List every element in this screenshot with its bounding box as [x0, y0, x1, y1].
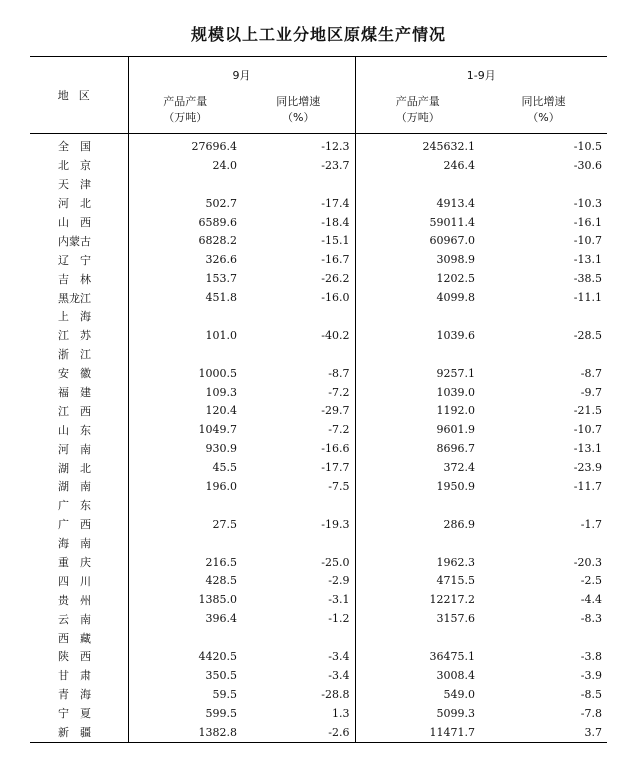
ytd-output-cell: 3157.6	[436, 612, 475, 626]
period-ytd-header: 1-9月	[355, 57, 607, 94]
ytd-growth-cell	[480, 345, 607, 364]
month-output-unit: （万吨）	[163, 111, 208, 124]
month-output-cell: 1382.8	[128, 723, 242, 742]
month-growth-cell: -40.2	[242, 326, 355, 345]
month-output-cell: 120.4	[205, 404, 237, 418]
region-cell: 山 东	[30, 420, 128, 439]
ytd-growth-cell: -23.9	[573, 461, 602, 475]
ytd-output-cell	[355, 307, 480, 326]
ytd-growth-cell: -30.6	[573, 158, 602, 172]
ytd-growth-cell: -10.5	[573, 139, 602, 153]
table-row	[30, 458, 607, 477]
month-growth-cell: -23.7	[242, 156, 355, 175]
month-growth-cell: -12.3	[242, 134, 355, 156]
month-growth-cell: -15.1	[242, 231, 355, 250]
table-row	[30, 420, 607, 439]
month-growth-cell	[242, 175, 355, 194]
table-row	[30, 704, 607, 723]
region-cell: 江 西	[30, 401, 128, 420]
ytd-output-cell: 246.4	[443, 158, 475, 172]
ytd-growth-cell	[480, 307, 607, 326]
ytd-growth-cell: -3.8	[580, 649, 602, 663]
month-growth-cell: -3.4	[242, 666, 355, 685]
month-growth-cell: -7.5	[242, 477, 355, 496]
month-growth-cell: -8.7	[242, 364, 355, 383]
ytd-growth-header	[480, 93, 607, 134]
region-header: 地区	[30, 57, 128, 134]
ytd-growth-cell: -20.3	[573, 555, 602, 569]
region-cell: 广 东	[30, 496, 128, 515]
ytd-growth-cell: -9.7	[580, 385, 602, 399]
month-output-cell: 4420.5	[198, 649, 237, 663]
table-row	[30, 515, 607, 534]
region-cell: 河 南	[30, 439, 128, 458]
ytd-growth-cell: -16.1	[573, 215, 602, 229]
month-output-cell: 599.5	[205, 706, 237, 720]
region-cell: 江 苏	[30, 326, 128, 345]
month-output-cell: 350.5	[205, 668, 237, 682]
ytd-growth-cell	[480, 175, 607, 194]
month-output-cell: 196.0	[205, 479, 237, 493]
table-row	[30, 345, 607, 364]
ytd-growth-cell: -38.5	[573, 272, 602, 286]
table-row	[30, 213, 607, 232]
table-row	[30, 231, 607, 250]
table-body	[30, 134, 607, 743]
ytd-output-cell: 245632.1	[422, 139, 475, 153]
ytd-growth-label: 同比增速	[521, 95, 566, 108]
ytd-growth-cell: -7.8	[580, 706, 602, 720]
month-output-cell: 101.0	[205, 328, 237, 342]
month-growth-cell: -16.7	[242, 250, 355, 269]
ytd-growth-cell: -8.3	[580, 612, 602, 626]
table-row	[30, 609, 607, 628]
table-row	[30, 590, 607, 609]
ytd-output-cell: 11471.7	[355, 723, 480, 742]
table-row	[30, 496, 607, 515]
table-row	[30, 364, 607, 383]
region-cell: 安 徽	[30, 364, 128, 383]
region-cell: 全 国	[30, 134, 128, 156]
ytd-output-cell: 9601.9	[436, 423, 475, 437]
region-cell: 广 西	[30, 515, 128, 534]
ytd-output-cell: 5099.3	[436, 706, 475, 720]
ytd-output-cell: 4715.5	[436, 574, 475, 588]
ytd-output-cell: 36475.1	[429, 649, 475, 663]
month-growth-label: 同比增速	[276, 95, 321, 108]
month-growth-cell	[242, 496, 355, 515]
ytd-output-cell	[355, 534, 480, 553]
ytd-output-unit: （万吨）	[395, 111, 440, 124]
month-output-cell: 930.9	[205, 442, 237, 456]
ytd-output-cell: 1950.9	[436, 479, 475, 493]
month-growth-cell: -2.6	[242, 723, 355, 742]
month-growth-cell: -16.6	[242, 439, 355, 458]
ytd-output-cell	[355, 628, 480, 647]
page-title: 规模以上工业分地区原煤生产情况	[190, 25, 446, 44]
region-cell: 山 西	[30, 213, 128, 232]
month-growth-cell: 1.3	[242, 704, 355, 723]
month-output-cell: 428.5	[205, 574, 237, 588]
region-cell: 四 川	[30, 571, 128, 590]
ytd-growth-cell: -10.7	[573, 234, 602, 248]
month-output-cell: 1385.0	[198, 593, 237, 607]
table-row	[30, 401, 607, 420]
month-output-cell	[128, 496, 242, 515]
month-output-cell: 59.5	[212, 687, 237, 701]
region-cell: 辽 宁	[30, 250, 128, 269]
region-cell: 福 建	[30, 383, 128, 402]
region-cell: 天 津	[30, 175, 128, 194]
table-row	[30, 326, 607, 345]
period-month-header: 9月	[128, 57, 355, 94]
ytd-output-cell: 1192.0	[436, 404, 475, 418]
month-growth-cell: -3.1	[242, 590, 355, 609]
table-row	[30, 666, 607, 685]
ytd-output-cell: 59011.4	[429, 215, 475, 229]
table-row	[30, 194, 607, 213]
ytd-output-header	[355, 93, 480, 134]
ytd-growth-cell: -2.5	[580, 574, 602, 588]
month-growth-cell: -17.4	[242, 194, 355, 213]
region-cell: 宁 夏	[30, 704, 128, 723]
month-growth-cell: -18.4	[242, 213, 355, 232]
month-growth-cell: -29.7	[242, 401, 355, 420]
ytd-growth-cell	[480, 628, 607, 647]
table-row	[30, 628, 607, 647]
ytd-growth-cell: -1.7	[580, 517, 602, 531]
month-growth-unit: （%）	[282, 111, 315, 124]
month-growth-cell	[242, 534, 355, 553]
region-cell: 贵 州	[30, 590, 128, 609]
month-growth-cell: -2.9	[242, 571, 355, 590]
table-row	[30, 534, 607, 553]
ytd-growth-cell: -13.1	[573, 253, 602, 267]
table-row	[30, 156, 607, 175]
table-row	[30, 439, 607, 458]
ytd-growth-cell: -10.3	[573, 196, 602, 210]
region-cell: 新 疆	[30, 723, 128, 742]
table-row	[30, 383, 607, 402]
month-growth-cell: -7.2	[242, 420, 355, 439]
month-output-cell	[128, 175, 242, 194]
region-cell: 湖 南	[30, 477, 128, 496]
month-growth-cell: -19.3	[242, 515, 355, 534]
ytd-output-cell: 549.0	[443, 687, 475, 701]
ytd-output-cell	[355, 345, 480, 364]
coal-production-table	[30, 56, 607, 743]
ytd-growth-cell: -21.5	[573, 404, 602, 418]
table-row	[30, 477, 607, 496]
month-growth-cell	[242, 307, 355, 326]
ytd-growth-cell: -13.1	[573, 442, 602, 456]
region-cell: 北 京	[30, 156, 128, 175]
table-row	[30, 553, 607, 572]
region-cell: 海 南	[30, 534, 128, 553]
table-header	[30, 57, 607, 134]
region-cell: 内蒙古	[30, 231, 128, 250]
month-output-cell	[128, 345, 242, 364]
month-output-cell: 326.6	[205, 253, 237, 267]
month-output-label: 产品产量	[163, 95, 208, 108]
month-output-cell	[128, 307, 242, 326]
ytd-output-cell	[355, 496, 480, 515]
month-output-cell: 396.4	[205, 612, 237, 626]
table-row	[30, 288, 607, 307]
month-growth-cell: -7.2	[242, 383, 355, 402]
month-output-cell	[128, 534, 242, 553]
month-output-cell: 1049.7	[198, 423, 237, 437]
region-cell: 浙 江	[30, 345, 128, 364]
ytd-output-cell: 286.9	[443, 517, 475, 531]
ytd-output-cell: 1039.6	[436, 328, 475, 342]
ytd-output-cell: 12217.2	[429, 593, 475, 607]
ytd-output-cell: 1202.5	[436, 272, 475, 286]
ytd-growth-cell: -10.7	[573, 423, 602, 437]
ytd-growth-cell: -3.9	[580, 668, 602, 682]
table-row	[30, 571, 607, 590]
month-output-cell: 24.0	[212, 158, 237, 172]
region-cell: 湖 北	[30, 458, 128, 477]
ytd-output-cell: 1039.0	[436, 385, 475, 399]
ytd-output-cell: 8696.7	[436, 442, 475, 456]
month-output-cell: 45.5	[212, 461, 237, 475]
ytd-output-cell: 60967.0	[429, 234, 475, 248]
table-row	[30, 250, 607, 269]
month-growth-header	[242, 93, 355, 134]
ytd-growth-cell: -28.5	[573, 328, 602, 342]
region-cell: 重 庆	[30, 553, 128, 572]
month-output-cell	[128, 628, 242, 647]
region-cell: 陕 西	[30, 647, 128, 666]
ytd-output-cell: 3098.9	[436, 253, 475, 267]
ytd-growth-cell	[480, 496, 607, 515]
month-output-cell: 502.7	[205, 196, 237, 210]
month-growth-cell: -25.0	[242, 553, 355, 572]
month-growth-cell: -26.2	[242, 269, 355, 288]
table-row	[30, 685, 607, 704]
month-growth-cell: -16.0	[242, 288, 355, 307]
region-cell: 吉 林	[30, 269, 128, 288]
table-row	[30, 647, 607, 666]
month-output-cell: 153.7	[205, 272, 237, 286]
region-cell: 青 海	[30, 685, 128, 704]
ytd-growth-cell: -11.7	[573, 479, 602, 493]
table-row	[30, 175, 607, 194]
month-growth-cell: -3.4	[242, 647, 355, 666]
month-output-cell: 216.5	[205, 555, 237, 569]
table-row	[30, 269, 607, 288]
region-cell: 云 南	[30, 609, 128, 628]
region-cell: 上 海	[30, 307, 128, 326]
region-cell: 黑龙江	[30, 288, 128, 307]
table-row	[30, 723, 607, 742]
month-output-cell: 109.3	[205, 385, 237, 399]
ytd-output-label: 产品产量	[395, 95, 440, 108]
table-row	[30, 307, 607, 326]
ytd-growth-cell: -8.7	[580, 366, 602, 380]
month-output-cell: 451.8	[205, 291, 237, 305]
ytd-growth-cell: -11.1	[573, 291, 602, 305]
ytd-growth-cell: 3.7	[480, 723, 607, 742]
month-output-cell: 6828.2	[198, 234, 237, 248]
ytd-output-cell: 372.4	[443, 461, 475, 475]
month-growth-cell: -17.7	[242, 458, 355, 477]
month-growth-cell	[242, 345, 355, 364]
ytd-output-cell: 4913.4	[436, 196, 475, 210]
region-cell: 西 藏	[30, 628, 128, 647]
ytd-output-cell: 9257.1	[436, 366, 475, 380]
month-growth-cell	[242, 628, 355, 647]
ytd-output-cell: 4099.8	[436, 291, 475, 305]
ytd-growth-cell	[480, 534, 607, 553]
month-growth-cell: -1.2	[242, 609, 355, 628]
ytd-growth-cell: -4.4	[580, 593, 602, 607]
month-output-header	[128, 93, 242, 134]
month-output-cell: 6589.6	[198, 215, 237, 229]
ytd-output-cell: 3008.4	[436, 668, 475, 682]
month-output-cell: 1000.5	[198, 366, 237, 380]
month-output-cell: 27.5	[212, 517, 237, 531]
month-output-cell: 27696.4	[191, 139, 237, 153]
ytd-output-cell: 1962.3	[436, 555, 475, 569]
ytd-growth-unit: （%）	[527, 111, 560, 124]
region-cell: 河 北	[30, 194, 128, 213]
table-row	[30, 134, 607, 156]
ytd-growth-cell: -8.5	[580, 687, 602, 701]
ytd-output-cell	[355, 175, 480, 194]
region-cell: 甘 肃	[30, 666, 128, 685]
month-growth-cell: -28.8	[242, 685, 355, 704]
